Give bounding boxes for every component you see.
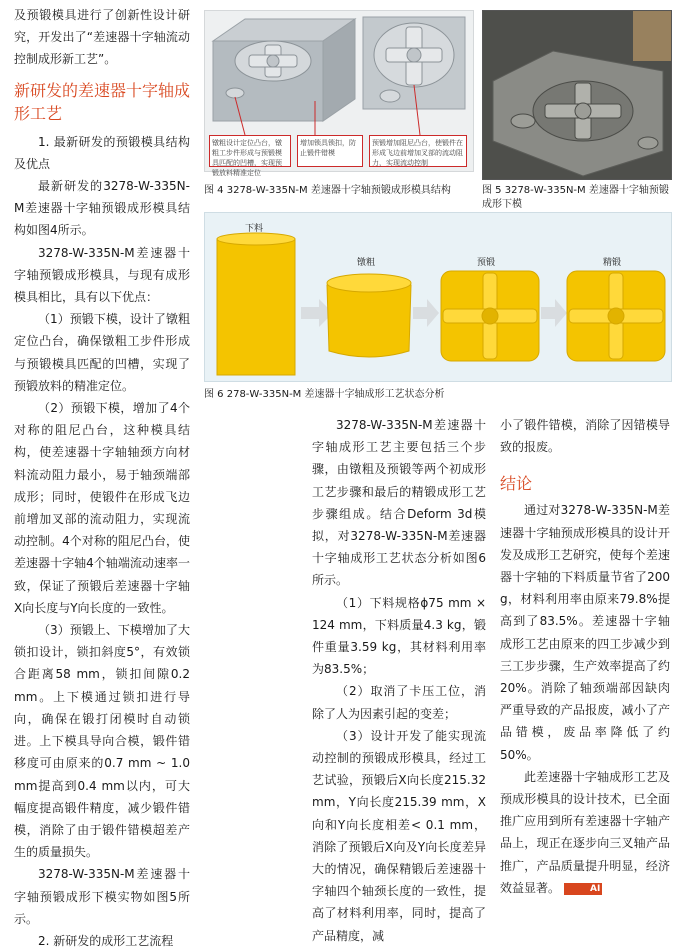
column-right — [500, 414, 670, 899]
forming-stages-illustration — [205, 213, 671, 381]
subheading-1: 1. 最新研发的预锻模具结构及优点 — [14, 134, 190, 171]
paragraph: 3278-W-335N-M差速器十字轴预锻成形模具，与现有成形模具相比，具有以下优点： — [14, 245, 190, 305]
note-upset-boss: 镦粗设计定位凸台，镦粗工步件形成与预锻模具匹配的凹槽，实现预锻放料精准定位 — [209, 135, 291, 167]
die-photo-illustration — [483, 11, 671, 179]
paragraph-text: 此差速器十字轴成形工艺及预成形模具的设计技术，已全面推广应用到所有差速器十字轴产品上，现正在逐步向三叉轴产品推广，产品质量提升明显，经济效益显著。 — [500, 769, 670, 895]
figure-6-image — [204, 212, 672, 382]
note-damping-boss: 预锻增加阻尼凸台，使锻件在形成飞边前增加叉部的流动阻力，实现流动控制 — [369, 135, 467, 167]
label-finish: 精锻 — [603, 258, 622, 268]
end-badge: AI — [564, 883, 602, 895]
conclusion-heading: 结论 — [500, 474, 533, 494]
paragraph: 通过对3278-W-335N-M差速器十字轴预成形模具的设计开发及成形工艺研究，使每个差速器十字轴的下料质量节省了200 g，材料利用率由原来79.8%提高到了83.5%。差速器十字轴成形工艺由原来的四工步减少到三工步步骤，生产效率提高了约20%。消除了轴颈端部因缺肉严重导致的产品报废，减小了产品错模，废品率降低了约50%。 — [500, 503, 670, 762]
label-blank: 下料 — [245, 224, 264, 234]
paragraph: 3278-W-335N-M差速器十字轴预锻成形下模实物如图5所示。 — [14, 867, 190, 926]
paragraph: 3278-W-335N-M差速器十字轴成形工艺主要包括三个步骤，由镦粗及预锻等两个初成形工艺步骤和最后的精锻成形工艺步骤组成。结合Deform 3d模拟，对3278-W-335N-M差速器十字轴成形工艺状态分析如图6所示。 — [312, 418, 486, 588]
figure-5-caption: 图 5 3278-W-335N-M 差速器十字轴预锻成形下模 — [482, 185, 669, 210]
label-upset: 镦粗 — [357, 258, 376, 268]
figure-6-caption: 图 6 278-W-335N-M 差速器十字轴成形工艺状态分析 — [204, 389, 445, 400]
paragraph: （1）预锻下模，设计了镦粗定位凸台，确保镦粗工步件形成与预锻模具匹配的凹槽，实现了预锻放料的精准定位。 — [14, 312, 190, 393]
figure-4-caption: 图 4 3278-W-335N-M 差速器十字轴预锻成形模具结构 — [204, 185, 451, 196]
paragraph: （2）取消了卡压工位，消除了人为因素引起的变差； — [312, 684, 486, 721]
label-preforge: 预锻 — [477, 258, 496, 268]
figure-4-image — [204, 10, 474, 177]
column-middle — [312, 414, 486, 947]
section-heading: 新研发的差速器十字轴成形工艺 — [14, 80, 191, 123]
figure-5-photo — [482, 10, 672, 180]
paragraph: 最新研发的3278-W-335N-M差速器十字轴预锻成形模具结构如图4所示。 — [14, 179, 190, 238]
paragraph: （3）设计开发了能实现流动控制的预锻成形模具，经过工艺试验，预锻后X向长度215.32 mm，Y向长度215.39 mm，X向和Y向长度相差< 0.1 mm，消除了预锻后X向及Y向长度差异大的情况，确保精锻后差速器十字轴四个轴颈长度的一致性，提高了材料利用率，同时，提高了产品精度，减 — [312, 728, 486, 943]
subheading-2: 2. 新研发的成形工艺流程 — [38, 933, 174, 948]
paragraph: 小了锻件错模，消除了因错模导致的报废。 — [500, 418, 670, 455]
paragraph — [500, 766, 670, 899]
finish-part — [567, 271, 665, 361]
intro-paragraph: 及预锻模具进行了创新性设计研究，开发出了“差速器十字轴流动控制成形新工艺”。 — [14, 8, 190, 67]
paragraph: （2）预锻下模，增加了4个对称的阻尼凸台，这种模具结构，使差速器十字轴轴颈方向材料流动阻力最小，易于轴颈端部成形；同时，使锻件在形成飞边前增加叉部的流动阻力，实现流动控制。4个对称的阻尼凸台，使差速器十字轴4个轴端流动速率一致，保证了预锻后差速器十字轴X向长度与Y向长度的一致性。 — [14, 401, 190, 615]
paragraph: （1）下料规格ϕ75 mm × 124 mm，下料质量4.3 kg，锻件重量3.59 kg，其材料利用率为83.5%； — [312, 595, 486, 677]
paragraph: （3）预锻上、下模增加了大锁扣设计，锁扣斜度5°，有效锁合距离58 mm，锁扣间隙0.2 mm。上下模通过锁扣进行导向，确保在锻打闭模时自动锁进。上下模具导向合模，锻件错移度可由原来的0.7 mm ~ 1.0 mm提高到0.4 mm以内，可大幅度提高锻件精度，减少锻件错模，消除了由于锻件错模超差产生的质量损失。 — [14, 623, 190, 860]
preforge-part — [441, 271, 539, 361]
column-left — [14, 4, 190, 952]
note-lock: 增加锁具锁扣，防止锻件错模 — [297, 135, 363, 167]
